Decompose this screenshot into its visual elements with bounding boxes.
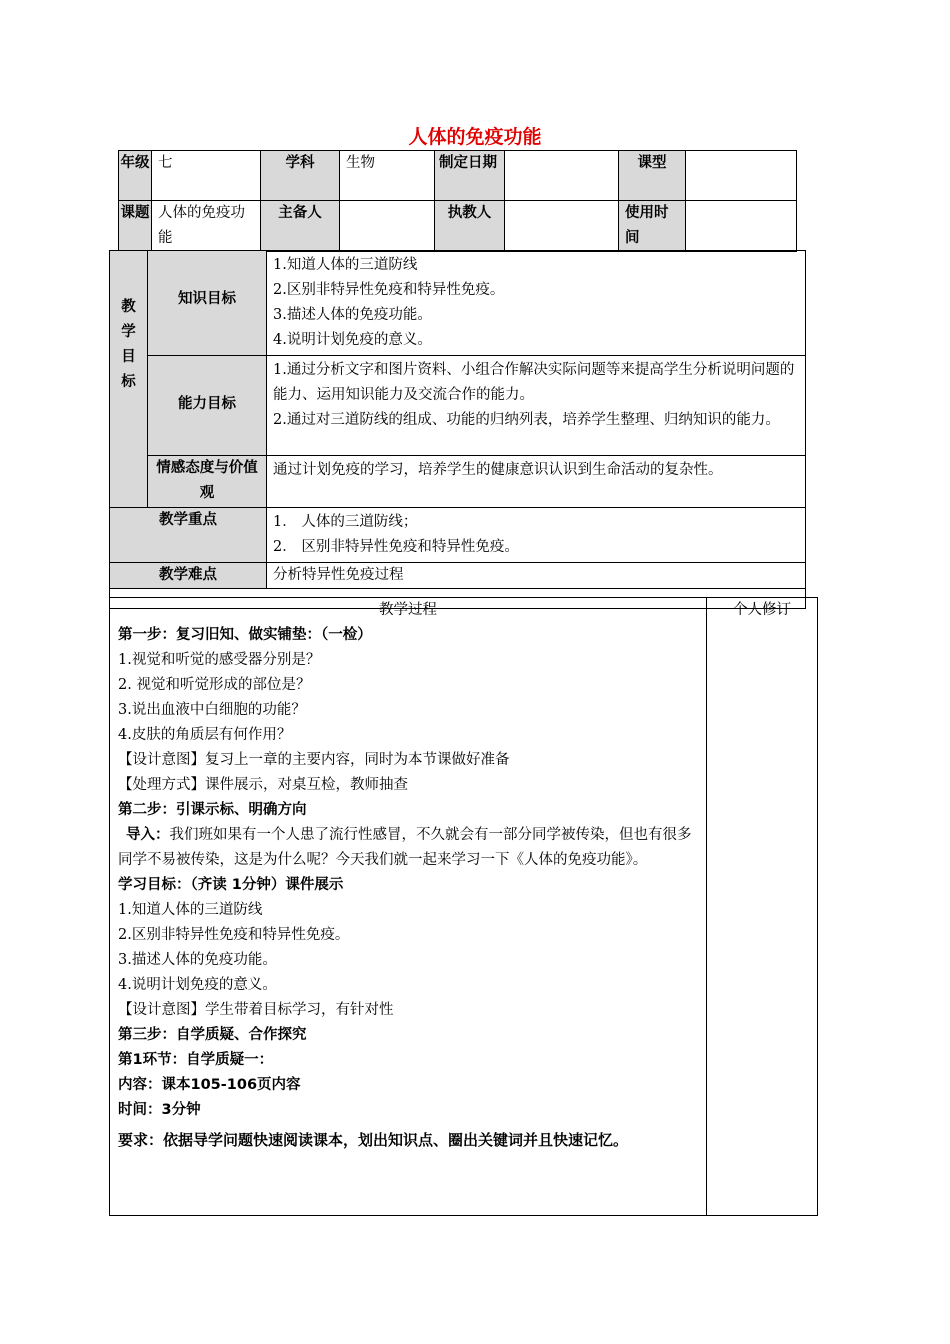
process-table [109, 597, 818, 1216]
process-cell [110, 598, 707, 1216]
teacher-value [505, 201, 619, 252]
type-value [686, 151, 797, 201]
knowledge-label: 知识目标 [148, 251, 267, 356]
goals-item: 4.说明计划免疫的意义。 [118, 977, 277, 993]
key-point-item: 1． 人体的三道防线； [273, 514, 418, 530]
goals-item: 1.知道人体的三道防线 [118, 902, 263, 918]
content-line: 内容：课本105-106页内容 [118, 1077, 301, 1093]
step1-title: 第一步：复习旧知、做实铺垫：（一检） [118, 627, 372, 643]
teacher-label: 执教人 [435, 201, 505, 252]
type-label: 课型 [619, 151, 686, 201]
ability-items [267, 356, 806, 456]
requirement-line: 要求：依据导学问题快速阅读课本，划出知识点、圈出关键词并且快速记忆。 [118, 1131, 629, 1149]
knowledge-items [267, 251, 806, 356]
step1-design: 【设计意图】复习上一章的主要内容，同时为本节课做好准备 [118, 752, 510, 768]
key-points-items [267, 508, 806, 563]
section1-title: 第1环节：自学质疑一： [118, 1052, 274, 1068]
ability-item: 2.通过对三道防线的组成、功能的归纳列表，培养学生整理、归纳知识的能力。 [273, 412, 780, 428]
intro-paragraph [118, 823, 698, 873]
difficulty-text: 分析特异性免疫过程 [267, 563, 806, 589]
grade-value: 七 [152, 151, 261, 201]
key-point-item: 2． 区别非特异性免疫和特异性免疫。 [273, 539, 519, 555]
objectives-group-label: 教学目标 [110, 251, 148, 508]
ability-label: 能力目标 [148, 356, 267, 456]
step1-method: 【处理方式】课件展示，对桌互检，教师抽查 [118, 777, 408, 793]
topic-value: 人体的免疫功能 [152, 201, 261, 252]
header-table [118, 150, 797, 252]
intro-text: 我们班如果有一个人患了流行性感冒，不久就会有一部分同学被传染，但也有很多同学不易被传染，这是为什么呢？今天我们就一起来学习一下《人体的免疫功能》。 [118, 827, 692, 868]
goals-item: 3.描述人体的免疫功能。 [118, 952, 277, 968]
objectives-table [109, 250, 806, 609]
knowledge-item: 4.说明计划免疫的意义。 [273, 332, 432, 348]
ability-item: 1.通过分析文字和图片资料、小组合作解决实际问题等来提高学生分析说明问题的能力、运用知识能力及交流合作的能力。 [273, 362, 795, 403]
emotion-text: 通过计划免疫的学习，培养学生的健康意识认识到生命活动的复杂性。 [267, 456, 806, 508]
difficulty-label: 教学难点 [110, 563, 267, 589]
intro-label: 导入： [126, 827, 170, 843]
step1-item: 1.视觉和听觉的感受器分别是？ [118, 652, 321, 668]
time-value [686, 201, 797, 252]
emotion-label: 情感态度与价值观 [148, 456, 267, 508]
step1-item: 4.皮肤的角质层有何作用？ [118, 727, 292, 743]
revision-column [707, 598, 818, 1216]
goals-title: 学习目标：（齐读 1分钟）课件展示 [118, 877, 344, 893]
date-label: 制定日期 [435, 151, 505, 201]
knowledge-item: 1.知道人体的三道防线 [273, 257, 418, 273]
goals-item: 2.区别非特异性免疫和特异性免疫。 [118, 927, 350, 943]
process-header: 教学过程 [379, 602, 437, 618]
time-label: 使用时间 [619, 201, 686, 252]
date-value [505, 151, 619, 201]
step1-item: 2. 视觉和听觉形成的部位是？ [118, 677, 311, 693]
step3-title: 第三步：自学质疑、合作探究 [118, 1027, 307, 1043]
step1-item: 3.说出血液中白细胞的功能？ [118, 702, 306, 718]
time-line: 时间：3分钟 [118, 1102, 201, 1118]
knowledge-item: 2.区别非特异性免疫和特异性免疫。 [273, 282, 505, 298]
grade-label: 年级 [119, 151, 152, 201]
page-title: 人体的免疫功能 [408, 126, 542, 148]
knowledge-item: 3.描述人体的免疫功能。 [273, 307, 432, 323]
step2-title: 第二步：引课示标、明确方向 [118, 802, 307, 818]
key-points-label: 教学重点 [110, 508, 267, 563]
topic-label: 课题 [119, 201, 152, 252]
preparer-label: 主备人 [261, 201, 340, 252]
subject-label: 学科 [261, 151, 340, 201]
preparer-value [340, 201, 435, 252]
revision-header: 个人修订 [733, 602, 791, 618]
goals-design: 【设计意图】学生带着目标学习，有针对性 [118, 1002, 394, 1018]
subject-value: 生物 [340, 151, 435, 201]
